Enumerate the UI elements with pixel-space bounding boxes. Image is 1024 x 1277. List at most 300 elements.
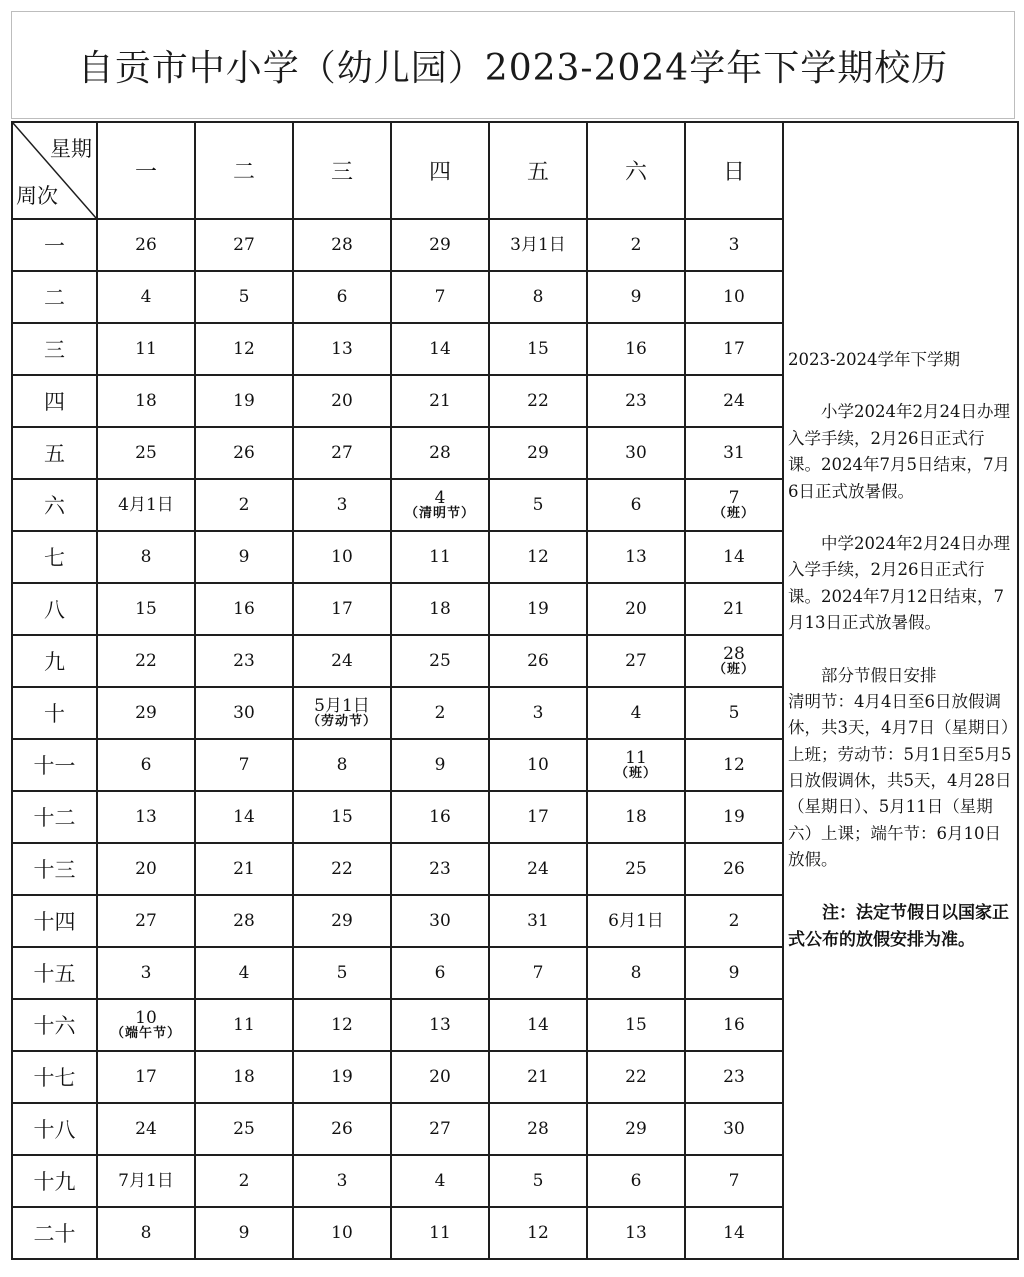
week-label: 十 <box>12 687 97 739</box>
date-value: 3 <box>140 962 152 983</box>
date-value: 3月1日 <box>510 234 566 255</box>
week-label: 一 <box>12 219 97 271</box>
day-cell <box>489 479 587 531</box>
day-cell <box>587 1155 685 1207</box>
week-label: 七 <box>12 531 97 583</box>
day-cell <box>391 583 489 635</box>
day-cell <box>293 947 391 999</box>
day-cell <box>97 271 195 323</box>
date-value: 9 <box>238 1222 250 1243</box>
date-value: 21 <box>233 858 255 879</box>
day-cell <box>685 1207 783 1259</box>
date-value: 22 <box>135 650 157 671</box>
week-label: 二 <box>12 271 97 323</box>
date-value: 2 <box>238 494 250 515</box>
date-value: 27 <box>135 910 157 931</box>
day-cell <box>293 895 391 947</box>
day-header: 日 <box>685 122 783 219</box>
day-cell <box>685 843 783 895</box>
day-cell <box>195 947 293 999</box>
day-cell <box>97 219 195 271</box>
day-cell <box>195 895 293 947</box>
week-label: 十一 <box>12 739 97 791</box>
day-cell <box>97 843 195 895</box>
date-value: 20 <box>135 858 157 879</box>
date-value: 8 <box>336 754 348 775</box>
date-value: 9 <box>630 286 642 307</box>
date-value: 4 <box>140 286 152 307</box>
day-header: 六 <box>587 122 685 219</box>
day-cell <box>685 895 783 947</box>
day-cell <box>685 271 783 323</box>
date-value: 5 <box>336 962 348 983</box>
date-value: 17 <box>723 338 745 359</box>
day-cell <box>587 479 685 531</box>
date-value: 21 <box>527 1066 549 1087</box>
day-cell <box>195 999 293 1051</box>
date-value: 18 <box>429 598 451 619</box>
date-value: 4 <box>434 487 446 508</box>
date-value: 11 <box>429 1222 451 1243</box>
date-value: 25 <box>429 650 451 671</box>
day-cell <box>97 1051 195 1103</box>
date-value: 24 <box>723 390 745 411</box>
date-value: 26 <box>135 234 157 255</box>
date-value: 17 <box>135 1066 157 1087</box>
day-cell <box>293 843 391 895</box>
date-value: 26 <box>233 442 255 463</box>
day-cell <box>97 791 195 843</box>
day-cell <box>587 947 685 999</box>
week-label: 二十 <box>12 1207 97 1259</box>
day-cell <box>293 635 391 687</box>
week-label: 十九 <box>12 1155 97 1207</box>
date-annotation: （劳动节） <box>306 714 377 730</box>
date-annotation: （清明节） <box>404 506 475 522</box>
date-value: 21 <box>429 390 451 411</box>
day-cell <box>489 999 587 1051</box>
header-row <box>12 122 1018 219</box>
day-cell <box>195 1207 293 1259</box>
date-value: 18 <box>625 806 647 827</box>
middle-school-note: 中学2024年2月24日办理入学手续，2月26日正式行课。2024年7月12日结束，7月13日正式放暑假。 <box>788 533 1010 633</box>
date-value: 29 <box>331 910 353 931</box>
date-value: 20 <box>429 1066 451 1087</box>
day-cell <box>489 427 587 479</box>
day-cell <box>195 531 293 583</box>
date-value: 6月1日 <box>608 910 664 931</box>
day-cell <box>489 687 587 739</box>
day-cell <box>685 791 783 843</box>
date-value: 14 <box>723 1222 745 1243</box>
day-cell <box>587 843 685 895</box>
day-cell <box>489 531 587 583</box>
date-value: 29 <box>527 442 549 463</box>
date-value: 25 <box>625 858 647 879</box>
day-cell <box>685 427 783 479</box>
date-value: 13 <box>429 1014 451 1035</box>
day-cell <box>685 1155 783 1207</box>
day-cell <box>293 219 391 271</box>
date-value: 30 <box>233 702 255 723</box>
day-cell <box>685 1051 783 1103</box>
day-cell <box>293 583 391 635</box>
corner-header <box>12 122 97 219</box>
day-cell <box>195 791 293 843</box>
day-cell <box>489 219 587 271</box>
date-value: 29 <box>429 234 451 255</box>
remark-note: 注：法定节假日以国家正式公布的放假安排为准。 <box>788 902 1009 950</box>
date-value: 19 <box>527 598 549 619</box>
day-cell <box>391 1051 489 1103</box>
date-value: 11 <box>135 338 157 359</box>
day-cell <box>587 531 685 583</box>
week-label: 六 <box>12 479 97 531</box>
date-value: 11 <box>233 1014 255 1035</box>
date-value: 20 <box>625 598 647 619</box>
date-value: 8 <box>630 962 642 983</box>
date-value: 7 <box>434 286 446 307</box>
day-cell <box>195 1103 293 1155</box>
date-value: 4月1日 <box>118 494 174 515</box>
day-cell <box>489 739 587 791</box>
day-cell <box>293 687 391 739</box>
day-cell <box>685 739 783 791</box>
day-cell <box>97 635 195 687</box>
day-cell <box>97 687 195 739</box>
date-value: 4 <box>434 1170 446 1191</box>
date-value: 3 <box>336 1170 348 1191</box>
day-cell <box>391 1207 489 1259</box>
date-value: 27 <box>429 1118 451 1139</box>
day-cell <box>685 219 783 271</box>
date-value: 23 <box>233 650 255 671</box>
date-value: 26 <box>723 858 745 879</box>
date-value: 23 <box>723 1066 745 1087</box>
day-cell <box>391 687 489 739</box>
day-cell <box>97 323 195 375</box>
date-value: 5 <box>238 286 250 307</box>
date-value: 22 <box>625 1066 647 1087</box>
day-cell <box>587 1207 685 1259</box>
date-value: 30 <box>429 910 451 931</box>
date-value: 27 <box>233 234 255 255</box>
date-value: 17 <box>331 598 353 619</box>
day-cell <box>685 1103 783 1155</box>
week-label: 十五 <box>12 947 97 999</box>
semester-notes <box>783 122 1018 1259</box>
week-label: 五 <box>12 427 97 479</box>
date-value: 16 <box>723 1014 745 1035</box>
day-cell <box>97 583 195 635</box>
date-value: 17 <box>527 806 549 827</box>
day-cell <box>97 947 195 999</box>
day-cell <box>685 635 783 687</box>
date-value: 4 <box>630 702 642 723</box>
day-cell <box>97 739 195 791</box>
day-cell <box>391 791 489 843</box>
date-value: 9 <box>728 962 740 983</box>
day-cell <box>489 1155 587 1207</box>
day-cell <box>97 895 195 947</box>
day-cell <box>685 479 783 531</box>
day-cell <box>685 947 783 999</box>
date-value: 23 <box>429 858 451 879</box>
date-value: 9 <box>238 546 250 567</box>
date-value: 14 <box>723 546 745 567</box>
week-label: 十七 <box>12 1051 97 1103</box>
date-value: 16 <box>625 338 647 359</box>
date-value: 14 <box>233 806 255 827</box>
day-cell <box>293 271 391 323</box>
date-value: 14 <box>429 338 451 359</box>
date-value: 19 <box>233 390 255 411</box>
date-value: 27 <box>331 442 353 463</box>
day-cell <box>489 947 587 999</box>
day-cell <box>391 375 489 427</box>
date-value: 21 <box>723 598 745 619</box>
date-value: 6 <box>140 754 152 775</box>
school-calendar-table <box>11 121 1019 1260</box>
date-value: 16 <box>429 806 451 827</box>
day-cell <box>195 427 293 479</box>
date-value: 13 <box>135 806 157 827</box>
date-value: 30 <box>625 442 647 463</box>
day-cell <box>391 739 489 791</box>
day-cell <box>587 375 685 427</box>
date-value: 11 <box>625 747 647 768</box>
day-cell <box>97 479 195 531</box>
day-cell <box>97 999 195 1051</box>
date-value: 18 <box>135 390 157 411</box>
date-annotation: （端午节） <box>110 1026 181 1042</box>
date-value: 12 <box>723 754 745 775</box>
day-cell <box>391 1103 489 1155</box>
day-header: 五 <box>489 122 587 219</box>
day-cell <box>685 687 783 739</box>
date-value: 15 <box>527 338 549 359</box>
date-value: 28 <box>723 643 745 664</box>
day-cell <box>97 1155 195 1207</box>
day-cell <box>587 219 685 271</box>
day-cell <box>195 219 293 271</box>
date-value: 3 <box>728 234 740 255</box>
day-header: 四 <box>391 122 489 219</box>
day-cell <box>293 1207 391 1259</box>
day-cell <box>489 895 587 947</box>
day-cell <box>391 479 489 531</box>
day-cell <box>685 531 783 583</box>
day-cell <box>293 375 391 427</box>
date-value: 2 <box>630 234 642 255</box>
date-value: 15 <box>331 806 353 827</box>
date-value: 15 <box>135 598 157 619</box>
week-label: 八 <box>12 583 97 635</box>
day-cell <box>489 323 587 375</box>
day-cell <box>195 271 293 323</box>
day-cell <box>97 427 195 479</box>
day-cell <box>587 999 685 1051</box>
day-cell <box>293 323 391 375</box>
day-cell <box>195 1155 293 1207</box>
date-value: 7 <box>728 1170 740 1191</box>
day-cell <box>391 947 489 999</box>
day-cell <box>195 739 293 791</box>
day-cell <box>195 323 293 375</box>
day-cell <box>489 791 587 843</box>
date-value: 2 <box>434 702 446 723</box>
day-cell <box>97 1103 195 1155</box>
day-cell <box>587 271 685 323</box>
date-value: 7月1日 <box>118 1170 174 1191</box>
date-value: 9 <box>434 754 446 775</box>
date-value: 11 <box>429 546 451 567</box>
day-cell <box>195 843 293 895</box>
day-cell <box>489 1103 587 1155</box>
date-value: 6 <box>336 286 348 307</box>
date-value: 8 <box>532 286 544 307</box>
date-value: 4 <box>238 962 250 983</box>
day-cell <box>685 323 783 375</box>
date-value: 26 <box>331 1118 353 1139</box>
date-value: 28 <box>429 442 451 463</box>
week-axis-label: 周次 <box>16 184 58 208</box>
day-cell <box>685 375 783 427</box>
day-cell <box>293 791 391 843</box>
date-value: 3 <box>336 494 348 515</box>
day-cell <box>195 1051 293 1103</box>
day-cell <box>685 999 783 1051</box>
date-value: 10 <box>331 546 353 567</box>
day-cell <box>489 1051 587 1103</box>
primary-school-note: 小学2024年2月24日办理入学手续，2月26日正式行课。2024年7月5日结束，7月6日正式放暑假。 <box>788 402 1010 501</box>
date-value: 13 <box>625 546 647 567</box>
day-cell <box>587 1103 685 1155</box>
day-cell <box>293 1103 391 1155</box>
date-value: 10 <box>331 1222 353 1243</box>
day-cell <box>391 323 489 375</box>
day-cell <box>391 895 489 947</box>
date-value: 23 <box>625 390 647 411</box>
day-cell <box>391 999 489 1051</box>
day-cell <box>489 375 587 427</box>
date-value: 30 <box>723 1118 745 1139</box>
day-cell <box>587 895 685 947</box>
date-annotation: （班） <box>712 506 755 522</box>
week-label: 十四 <box>12 895 97 947</box>
date-value: 22 <box>527 390 549 411</box>
date-annotation: （班） <box>712 662 755 678</box>
date-value: 29 <box>135 702 157 723</box>
date-value: 19 <box>723 806 745 827</box>
day-cell <box>391 635 489 687</box>
title-box <box>11 11 1015 119</box>
day-cell <box>195 635 293 687</box>
holiday-heading: 部分节假日安排 <box>821 665 937 685</box>
date-value: 2 <box>238 1170 250 1191</box>
date-value: 22 <box>331 858 353 879</box>
date-value: 24 <box>527 858 549 879</box>
week-label: 十八 <box>12 1103 97 1155</box>
date-value: 12 <box>527 1222 549 1243</box>
date-value: 14 <box>527 1014 549 1035</box>
date-value: 8 <box>140 1222 152 1243</box>
day-cell <box>293 1051 391 1103</box>
date-value: 5 <box>532 1170 544 1191</box>
date-value: 29 <box>625 1118 647 1139</box>
day-cell <box>391 427 489 479</box>
week-label: 三 <box>12 323 97 375</box>
day-cell <box>489 1207 587 1259</box>
day-cell <box>293 427 391 479</box>
date-value: 25 <box>135 442 157 463</box>
date-annotation: （班） <box>614 766 657 782</box>
day-cell <box>587 635 685 687</box>
day-header: 三 <box>293 122 391 219</box>
day-cell <box>391 271 489 323</box>
day-cell <box>587 687 685 739</box>
day-cell <box>195 375 293 427</box>
date-value: 27 <box>625 650 647 671</box>
day-cell <box>195 479 293 531</box>
date-value: 13 <box>331 338 353 359</box>
day-cell <box>587 1051 685 1103</box>
date-value: 31 <box>723 442 745 463</box>
day-cell <box>97 531 195 583</box>
date-value: 7 <box>238 754 250 775</box>
day-cell <box>293 1155 391 1207</box>
date-value: 31 <box>527 910 549 931</box>
date-value: 2 <box>728 910 740 931</box>
date-value: 24 <box>331 650 353 671</box>
day-cell <box>685 583 783 635</box>
date-value: 5月1日 <box>314 695 370 716</box>
date-value: 3 <box>532 702 544 723</box>
date-value: 6 <box>630 494 642 515</box>
date-value: 10 <box>527 754 549 775</box>
day-cell <box>587 427 685 479</box>
day-header: 一 <box>97 122 195 219</box>
day-cell <box>293 531 391 583</box>
week-label: 九 <box>12 635 97 687</box>
date-value: 18 <box>233 1066 255 1087</box>
day-cell <box>391 843 489 895</box>
day-cell <box>97 375 195 427</box>
day-cell <box>489 843 587 895</box>
date-value: 10 <box>723 286 745 307</box>
day-cell <box>97 1207 195 1259</box>
date-value: 5 <box>728 702 740 723</box>
week-label: 十二 <box>12 791 97 843</box>
date-value: 16 <box>233 598 255 619</box>
week-label: 四 <box>12 375 97 427</box>
day-cell <box>587 739 685 791</box>
day-cell <box>489 635 587 687</box>
notes-heading: 2023-2024学年下学期 <box>788 350 961 369</box>
date-value: 25 <box>233 1118 255 1139</box>
weekday-axis-label: 星期 <box>50 137 92 161</box>
date-value: 24 <box>135 1118 157 1139</box>
day-cell <box>195 583 293 635</box>
date-value: 19 <box>331 1066 353 1087</box>
day-cell <box>391 219 489 271</box>
date-value: 26 <box>527 650 549 671</box>
date-value: 20 <box>331 390 353 411</box>
day-cell <box>293 479 391 531</box>
date-value: 6 <box>630 1170 642 1191</box>
date-value: 8 <box>140 546 152 567</box>
date-value: 28 <box>331 234 353 255</box>
